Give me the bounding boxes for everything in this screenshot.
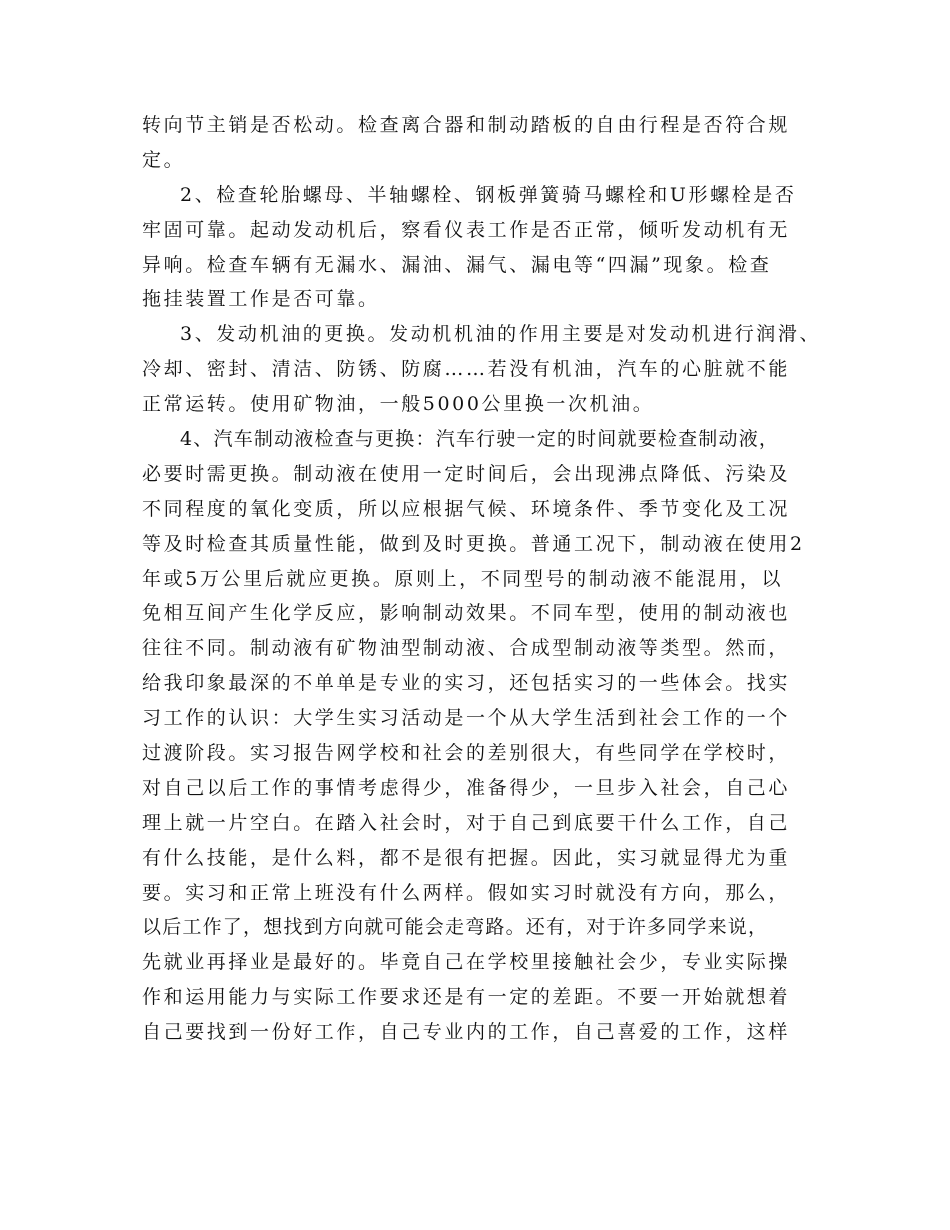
body-text: [142, 108, 832, 1050]
text-line: 定。: [142, 148, 186, 171]
text-line: 要。实习和正常上班没有什么两样。假如实习时就没有方向，那么，: [142, 881, 791, 904]
text-line: 4、汽车制动液检查与更换：汽车行驶一定的时间就要检查制动液，: [180, 428, 780, 451]
text-line: 必要时需更换。制动液在使用一定时间后，会出现沸点降低、污染及: [142, 462, 791, 485]
text-line: 不同程度的氧化变质，所以应根据气候、环境条件、季节变化及工况: [142, 497, 791, 520]
text-line: 自己要找到一份好工作，自己专业内的工作，自己喜爱的工作，这样: [142, 1021, 791, 1044]
text-line: 3、发动机油的更换。发动机机油的作用主要是对发动机进行润滑、: [180, 323, 822, 346]
text-line: 冷却、密封、清洁、防锈、防腐……若没有机油，汽车的心脏就不能: [142, 358, 791, 381]
text-line: 牢固可靠。起动发动机后，察看仪表工作是否正常，倾听发动机有无: [142, 218, 791, 241]
text-line: 年或5万公里后就应更换。原则上，不同型号的制动液不能混用，以: [142, 567, 784, 590]
text-line: 转向节主销是否松动。检查离合器和制动踏板的自由行程是否符合规: [142, 114, 791, 136]
text-line: 以后工作了，想找到方向就可能会走弯路。还有，对于许多同学来说，: [142, 916, 769, 939]
text-line: 理上就一片空白。在踏入社会时，对于自己到底要干什么工作，自己: [142, 811, 791, 834]
text-line: 2、检查轮胎螺母、半轴螺栓、钢板弹簧骑马螺栓和U形螺栓是否: [180, 183, 797, 206]
text-line: 免相互间产生化学反应，影响制动效果。不同车型，使用的制动液也: [142, 602, 791, 625]
text-line: 等及时检查其质量性能，做到及时更换。普通工况下，制动液在使用2: [142, 532, 805, 555]
text-line: 先就业再择业是最好的。毕竟自己在学校里接触社会少，专业实际操: [142, 951, 791, 974]
text-line: 习工作的认识：大学生实习活动是一个从大学生活到社会工作的一个: [142, 707, 791, 730]
text-line: 正常运转。使用矿物油，一般5000公里换一次机油。: [142, 393, 655, 416]
text-line: 给我印象最深的不单单是专业的实习，还包括实习的一些体会。找实: [142, 672, 791, 695]
text-line: 拖挂装置工作是否可靠。: [142, 288, 380, 311]
text-line: 异响。检查车辆有无漏水、漏油、漏气、漏电等“四漏”现象。检查: [142, 253, 772, 276]
text-line: 作和运用能力与实际工作要求还是有一定的差距。不要一开始就想着: [142, 986, 791, 1009]
text-line: 对自己以后工作的事情考虑得少，准备得少，一旦步入社会，自己心: [142, 776, 791, 799]
text-line: 过渡阶段。实习报告网学校和社会的差别很大，有些同学在学校时，: [142, 742, 791, 765]
text-line: 有什么技能，是什么料，都不是很有把握。因此，实习就显得尤为重: [142, 846, 791, 869]
text-line: 往往不同。制动液有矿物油型制动液、合成型制动液等类型。然而，: [142, 637, 791, 660]
